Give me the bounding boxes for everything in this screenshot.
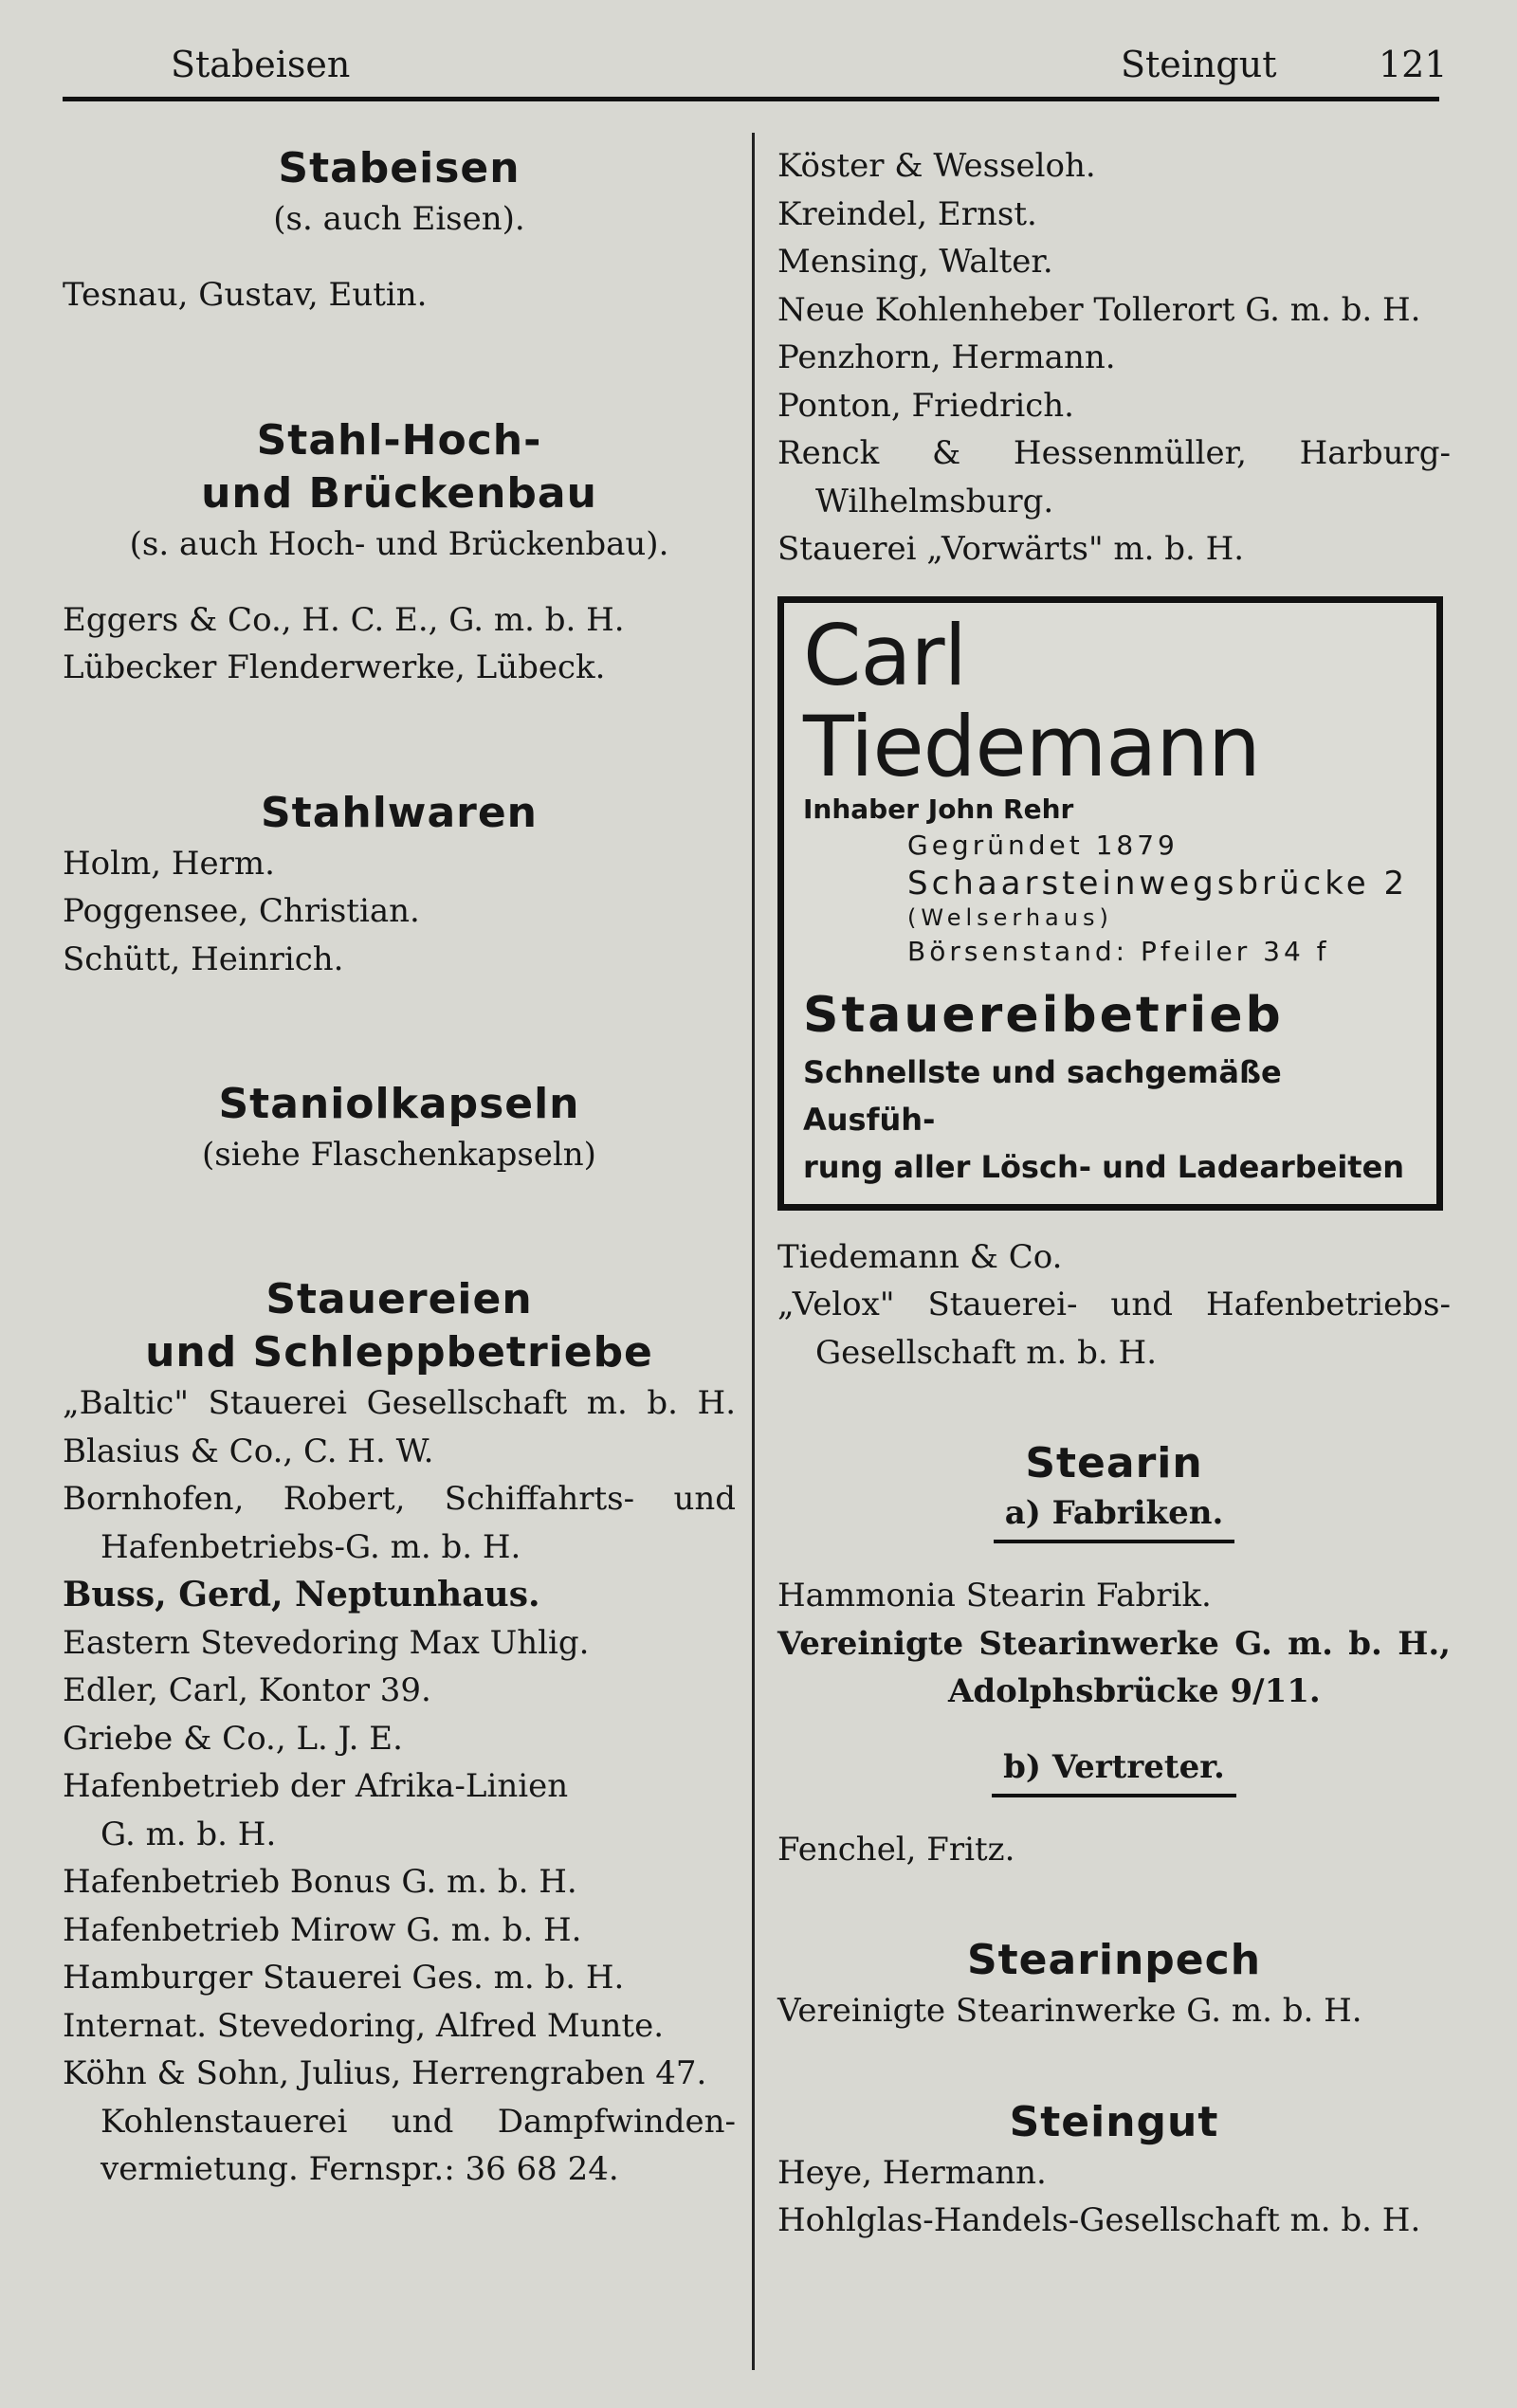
- list-item: Köster & Wesseloh.: [777, 147, 1096, 185]
- ad-business-type: Stauereibetrieb: [803, 986, 1284, 1044]
- list-item: Eggers & Co., H. C. E., G. m. b. H.: [63, 600, 625, 639]
- ad-exchange-stand: Börsenstand: Pfeiler 34 f: [907, 935, 1330, 967]
- section-heading-stabeisen: Stabeisen: [278, 144, 521, 192]
- ad-description: Schnellste und sachgemäße Ausfüh-: [803, 1053, 1282, 1138]
- ad-description-2: rung aller Lösch- und Ladearbeiten: [803, 1148, 1405, 1185]
- list-item: Griebe & Co., L. J. E.: [63, 1719, 403, 1758]
- left-column: [63, 142, 736, 2194]
- list-item: Fenchel, Fritz.: [777, 1830, 1015, 1869]
- section-heading-stauereien: Stauereien: [265, 1275, 533, 1323]
- ad-owner: Inhaber John Rehr: [803, 793, 1074, 825]
- list-item-continuation: Hafenbetriebs-G. m. b. H.: [101, 1527, 521, 1566]
- header-left-keyword: Stabeisen: [171, 44, 351, 85]
- list-item-continuation: Gesellschaft m. b. H.: [815, 1333, 1158, 1372]
- list-item: Blasius & Co., C. H. W.: [63, 1432, 434, 1470]
- right-column: [777, 142, 1451, 2245]
- section-heading-stahl-hoch-2: und Brückenbau: [201, 468, 597, 518]
- subsection-vertreter-label: b) Vertreter.: [992, 1744, 1236, 1797]
- header-right-keyword: Steingut: [1121, 44, 1277, 85]
- section-heading-steingut: Steingut: [1009, 2097, 1219, 2146]
- list-item: Hohlglas-Handels-Gesellschaft m. b. H.: [777, 2201, 1421, 2239]
- list-item: „Velox" Stauerei- und Hafenbetriebs-: [777, 1286, 1451, 1323]
- list-item: Hammonia Stearin Fabrik.: [777, 1577, 1212, 1614]
- column-divider: [752, 133, 755, 2370]
- list-item: Stauerei „Vorwärts" m. b. H.: [777, 530, 1245, 568]
- section-heading-stahlwaren: Stahlwaren: [260, 788, 539, 837]
- section-crossref: (siehe Flaschenkapseln): [202, 1136, 596, 1174]
- list-item: Neue Kohlenheber Tollerort G. m. b. H.: [777, 290, 1421, 329]
- advertisement-box: [777, 596, 1443, 1211]
- section-crossref: (s. auch Hoch- und Brückenbau).: [129, 524, 669, 563]
- list-item: Kreindel, Ernst.: [777, 194, 1037, 233]
- running-header: [63, 28, 1448, 100]
- ad-company-name: Carl Tiedemann: [803, 606, 1260, 795]
- list-item: Eastern Stevedoring Max Uhlig.: [63, 1623, 590, 1662]
- list-item-continuation: Adolphsbrücke 9/11.: [948, 1672, 1321, 1710]
- section-heading-stearin: Stearin: [1025, 1439, 1203, 1487]
- list-item: Hafenbetrieb Bonus G. m. b. H.: [63, 1863, 577, 1901]
- section-heading-stauereien-2: und Schleppbetriebe: [145, 1328, 653, 1377]
- ad-founded: Gegründet 1879: [907, 829, 1179, 861]
- subsection-fabriken: [777, 1490, 1451, 1543]
- list-item: Lübecker Flenderwerke, Lübeck.: [63, 648, 606, 686]
- list-item: „Baltic" Stauerei Gesellschaft m. b. H.: [63, 1384, 736, 1422]
- list-item: Bornhofen, Robert, Schiffahrts- und: [63, 1480, 736, 1518]
- header-rule: [63, 97, 1439, 101]
- subsection-vertreter: [777, 1744, 1451, 1797]
- list-item-continuation: Wilhelmsburg.: [815, 482, 1054, 520]
- list-item: Tiedemann & Co.: [777, 1237, 1063, 1276]
- section-crossref: (s. auch Eisen).: [273, 200, 525, 238]
- list-item-highlighted: Vereinigte Stearinwerke G. m. b. H.,: [777, 1624, 1451, 1663]
- list-item-highlighted: Buss, Gerd, Neptunhaus.: [63, 1575, 540, 1614]
- list-item: Poggensee, Christian.: [63, 892, 420, 930]
- section-heading-stearinpech: Stearinpech: [966, 1936, 1262, 1984]
- list-item: Renck & Hessenmüller, Harburg-: [777, 434, 1451, 472]
- ad-address-note: (Welserhaus): [907, 903, 1113, 931]
- list-item-continuation: vermietung. Fernspr.: 36 68 24.: [101, 2150, 619, 2188]
- list-item: Hafenbetrieb der Afrika-Linien: [63, 1767, 569, 1805]
- list-item: Vereinigte Stearinwerke G. m. b. H.: [777, 1992, 1362, 2030]
- list-item: Hamburger Stauerei Ges. m. b. H.: [63, 1959, 625, 1997]
- list-item: Heye, Hermann.: [777, 2153, 1047, 2192]
- page-number: 121: [1379, 44, 1448, 85]
- subsection-fabriken-label: a) Fabriken.: [994, 1490, 1235, 1543]
- list-item: Schütt, Heinrich.: [63, 939, 344, 978]
- list-item: Penzhorn, Hermann.: [777, 338, 1116, 376]
- list-item: Ponton, Friedrich.: [777, 386, 1074, 425]
- list-item: Edler, Carl, Kontor 39.: [63, 1671, 431, 1709]
- list-item: Internat. Stevedoring, Alfred Munte.: [63, 2006, 665, 2045]
- list-item: Mensing, Walter.: [777, 243, 1053, 281]
- section-heading-stahl-hoch: Stahl-Hoch-: [256, 415, 542, 465]
- list-item-continuation: G. m. b. H.: [101, 1815, 277, 1853]
- ad-address: Schaarsteinwegsbrücke 2: [907, 864, 1409, 903]
- list-item: Köhn & Sohn, Julius, Herrengraben 47.: [63, 2054, 707, 2092]
- list-item: Holm, Herm.: [63, 844, 275, 883]
- section-heading-staniolkapseln: Staniolkapseln: [218, 1080, 580, 1128]
- list-item: Tesnau, Gustav, Eutin.: [63, 276, 428, 314]
- list-item-continuation: Kohlenstauerei und Dampfwinden-: [101, 2102, 736, 2141]
- list-item: Hafenbetrieb Mirow G. m. b. H.: [63, 1910, 582, 1949]
